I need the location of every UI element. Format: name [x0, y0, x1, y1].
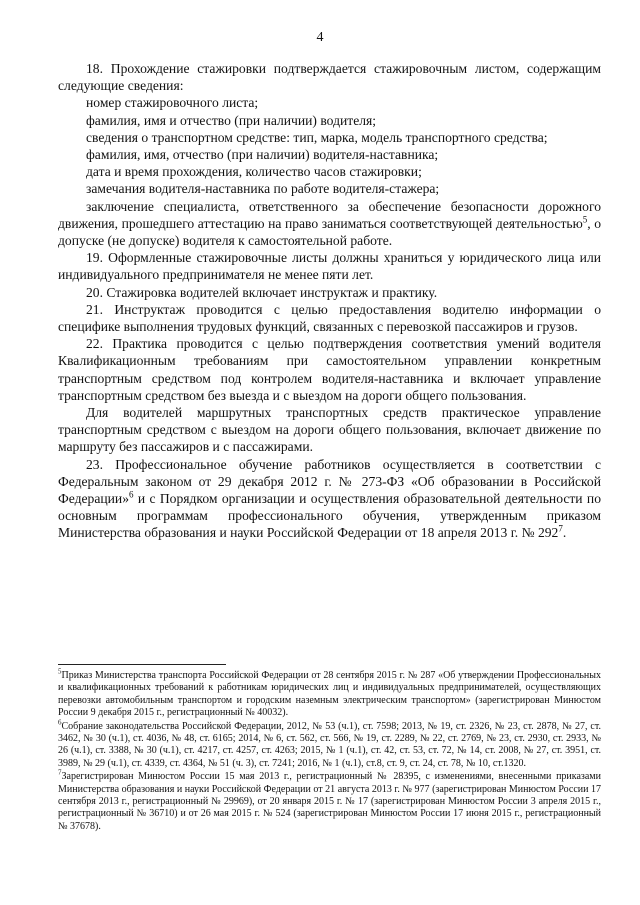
footnote-mark: 7 — [58, 768, 62, 777]
conclusion-text: заключение специалиста, ответственного за обеспечение безопасности дорожного движения, прошедшего аттестацию на право заниматься соответствующей деятельностью — [58, 198, 601, 231]
footnote-ref-7[interactable]: 7 — [558, 523, 563, 534]
paragraph-21: 21. Инструктаж проводится с целью предоставления водителю информации о специфике выполнения трудовых функций, связанных с перевозкой пассажиров и грузов. — [58, 301, 601, 335]
list-item: фамилия, имя, отчество (при наличии) водителя-наставника; — [86, 147, 439, 163]
conclusion-text-end: , о допуске (не допуске) водителя к самостоятельной работе. — [58, 215, 601, 249]
p23-text: 23. Профессиональное обучение работников осуществляется в соответствии с Федеральным законом от 29 декабря 2012 г. № 273-ФЗ «Об образовании в Российской Федерации» — [58, 456, 601, 507]
paragraph-18-conclusion — [58, 198, 601, 250]
footnote-mark: 5 — [58, 667, 62, 676]
list-item: замечания водителя-наставника по работе водителя-стажера; — [86, 181, 440, 197]
page-number: 4 — [316, 30, 324, 45]
p23-text-mid: и с Порядком организации и осуществления образовательной деятельности по основным программам профессионального обучения, утвержденным приказом Министерства образования и науки Российской Федерации от 18 апреля 2013 г. № 292 — [58, 491, 601, 541]
paragraph-18: 18. Прохождение стажировки подтверждается стажировочным листом, содержащим следующие сведения: — [58, 61, 601, 94]
paragraph-22: 22. Практика проводится с целью подтверждения соответствия умений водителя Квалификационным требованиям при самостоятельном управлении конкретным транспортным средством под контролем водителя-наставника и включает управление транспортным средством без выезда и с выездом на дороги общего пользования. — [58, 336, 601, 403]
footnote-5 — [58, 667, 601, 720]
main-text — [58, 60, 601, 542]
paragraph-20: 20. Стажировка водителей включает инструктаж и практику. — [86, 284, 438, 300]
footnote-ref-6[interactable]: 6 — [129, 489, 134, 500]
footnote-divider — [58, 664, 226, 665]
footnote-7 — [58, 768, 601, 833]
footnote-text: Собрание законодательства Российской Федерации, 2012, № 53 (ч.1), ст. 7598; 2013, № 19, ст. 2326, № 23, ст. 2878, № 27, ст. 3462, № 30 (ч.1), ст. 4036, № 48, ст. 6165; 2014, № 6, ст. 562, ст. 566, № 19, ст. 2289, № 22, ст. 2769, № 23, ст. 2930, ст. 2933, № 26 (ч.1), ст. 3388, № 30 (ч.1), ст. 4217, ст. 4257, ст. 4263; 2015, № 1 (ч.1), ст. 42, ст. 53, ст. 72, № 14, ст. 2008, № 27, ст. 3951, ст. 3989, № 29 (ч.1), ст. 4339, ст. 4364, № 51 (ч. 3), ст. 7241; 2016, № 1 (ч.1), ст.8, ст. 9, ст. 24, ст. 78, № 10, ст.1320. — [58, 720, 601, 769]
paragraph-19: 19. Оформленные стажировочные листы должны храниться у юридического лица или индивидуального предпринимателя не менее пяти лет. — [58, 250, 601, 283]
footnote-6 — [58, 718, 601, 771]
p23-text-end: . — [562, 525, 567, 541]
footnotes — [58, 667, 601, 834]
list-item: дата и время прохождения, количество часов стажировки; — [86, 164, 422, 180]
list-item: фамилия, имя и отчество (при наличии) водителя; — [86, 112, 377, 128]
footnote-text: Зарегистрирован Минюстом России 15 мая 2013 г., регистрационный № 28395, с изменениями, внесенными приказами Министерства образования и науки Российской Федерации от 21 августа 2013 г. № 977 (зарегистрирован Минюстом России 17 сентября 2013 г., регистрационный № 29969), от 20 января 2015 г. № 17 (зарегистрирован Минюстом России 3 апреля 2015 г., регистрационный № 36710) и от 26 мая 2015 г. № 524 (зарегистрирован Минюстом России 17 июня 2015 г., регистрационный № 37678). — [58, 771, 601, 832]
list-item: сведения о транспортном средстве: тип, марка, модель транспортного средства; — [86, 129, 548, 145]
footnote-ref-5[interactable]: 5 — [582, 214, 588, 225]
paragraph-23 — [58, 456, 601, 542]
paragraph-22-route: Для водителей маршрутных транспортных средств практическое управление транспортным средством с выездом на дороги общего пользования, включает движение по маршруту без пассажиров и с пассажирами. — [58, 405, 601, 455]
list-item: номер стажировочного листа; — [86, 95, 259, 111]
footnote-mark: 6 — [58, 718, 62, 727]
footnote-text: Приказ Министерства транспорта Российской Федерации от 28 сентября 2015 г. № 287 «Об утверждении Профессиональных и квалификационных требований к работникам юридических лиц и индивидуальных предпринимателей, осуществляющих перевозки автомобильным транспортом и городским наземным электрическим транспортом» (зарегистрирован Минюстом России 9 декабря 2015 г., регистрационный № 40032). — [58, 670, 601, 719]
